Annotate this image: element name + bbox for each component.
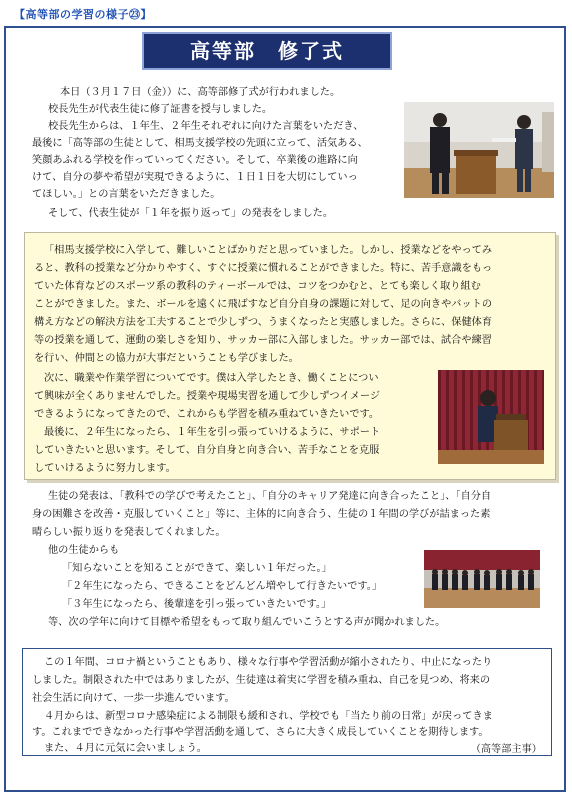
intro-line: 校長先生からは、１年生、２年生それぞれに向けた言葉をいただき、 [48, 121, 364, 132]
after-line: 他の生徒からも [48, 545, 120, 556]
speech-line: 最後に、２年生になったら、１年生を引っ張っていけるように、サポート [44, 427, 381, 438]
speech-line: て興味が全くありませんでした。授業や現場実習を通して少しずつイメージ [34, 391, 381, 402]
speech-line: ると、教科の授業など分かりやすく、すぐに授業に慣れることができました。特に、苦手意識をもっ [34, 263, 493, 274]
speech-line: を行い、仲間との協力が大事だということも学びました。 [34, 353, 299, 364]
speech-line: 次に、職業や作業学習についてです。僕は入学したとき、働くことについ [44, 373, 379, 384]
notice-line: ４月からは、新型コロナ感染症による制限も緩和され、学校でも「当たり前の日常」が戻ってきま [44, 711, 493, 722]
speech-line: 「相馬支援学校に入学して、難しいことばかりだと思っていました。しかし、授業などをやってみ [44, 245, 493, 256]
intro-line: 笑顔あふれる学校を作っていってください。そして、卒業後の進路に向 [32, 155, 358, 166]
speech-line: ことができました。また、ボールを遠くに飛ばすなど自分自身の課題に対して、足の向きやバットの [34, 299, 493, 310]
speech-photo [438, 370, 544, 464]
signature: （高等部主事） [470, 744, 542, 755]
after-line: 「２年生になったら、できることをどんどん増やして行きたいです。」 [62, 581, 383, 592]
speech-line: していきたいと思います。そして、自分自身と向き合い、苦手なことを克服 [34, 445, 380, 456]
notice-line: この１年間、コロナ禍ということもあり、様々な行事や学習活動が縮小されたり、中止になったり [44, 657, 493, 668]
speech-line: ていた体育などのスポーツ系の教科のティーボールでは、コツをつかむと、とても楽しく取り組む [34, 281, 481, 292]
speech-line: できるようになってきたので、これからも学習を積み重ねていきたいです。 [34, 409, 380, 420]
after-line: 「知らないことを知ることができて、楽しい１年だった。」 [62, 563, 332, 574]
intro-line: 校長先生が代表生徒に修了証書を授与しました。 [48, 104, 273, 115]
speech-line: 構え方などの解決方法を工夫することで少しずつ、うまくなったと実感しました。さらに、保健体育 [34, 317, 493, 328]
speech-line: していけるように努力します。 [34, 463, 176, 474]
notice-line: す。これまでできなかった行事や学習活動を通して、さらに大きく成長していくことを期待します。 [32, 727, 489, 738]
page-title: 高等部 修了式 [142, 32, 392, 70]
intro-line: てほしい。」との言葉をいただきました。 [32, 189, 221, 200]
notice-line: 社会生活に向けて、一歩一歩進んでいます。 [32, 693, 235, 704]
notice-line: また、４月に元気に会いましょう。 [44, 743, 207, 754]
intro-line: けて、自分の夢や希望が実現できるように、１日１日を大切にしていっ [32, 172, 358, 183]
speech-line: 等の授業を通して、運動の楽しさを知り、サッカー部に入部しました。サッカー部では、試合や練習 [34, 335, 492, 346]
after-line: 「３年生になったら、後輩達を引っ張っていきたいです。」 [62, 599, 332, 610]
after-line: 等、次の学年に向けて目標や希望をもって取り組んでいこうとする声が聞かれました。 [48, 617, 446, 628]
ceremony-photo [404, 102, 554, 198]
after-line: 晴らしい振り返りを発表してくれました。 [32, 527, 226, 538]
notice-line: しました。制限された中ではありましたが、生徒達は着実に学習を積み重ね、自己を見つめ、将来の [32, 675, 491, 686]
intro-line: そして、代表生徒が「１年を振り返って」の発表をしました。 [48, 208, 334, 219]
intro-line: 本日（３月１７日（金））に、高等部修了式が行われました。 [60, 87, 341, 98]
after-line: 身の困難さを改善・克服していくこと」等に、主体的に向き合う、生徒の１年間の学びが詰まった素 [32, 509, 491, 520]
header-tag: 【高等部の学習の様子㉓】 [14, 8, 152, 21]
after-line: 生徒の発表は、「教科での学びで考えたこと」、「自分のキャリア発達に向き合ったこと」、「自分自 [48, 491, 492, 502]
intro-line: 最後に「高等部の生徒として、相馬支援学校の先頭に立って、活気ある、 [32, 138, 368, 149]
assembly-photo [424, 550, 540, 608]
